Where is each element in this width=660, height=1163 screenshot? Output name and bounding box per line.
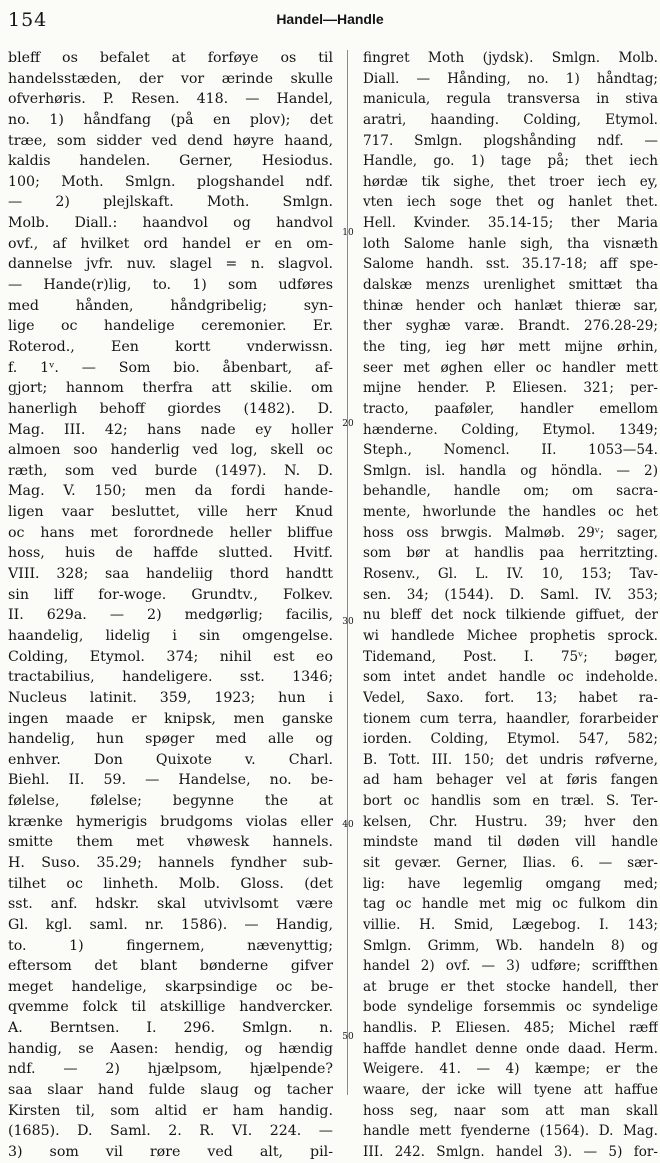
text-line: smitte them met vhøwesk hannels. xyxy=(8,834,333,851)
text-line: Biehl. II. 59. — Handelse, no. be- xyxy=(8,772,333,789)
text-line: dalskæ menzs urenlighet smittæt tha xyxy=(363,277,658,294)
text-line: ther syghæ varæ. Brandt. 276.28-29; xyxy=(363,318,658,335)
text-line: kelsen, Chr. Hustru. 39; hver den xyxy=(363,813,658,830)
text-line: Salome handh. sst. 35.17-18; aff spe- xyxy=(363,256,658,273)
text-line: enhver. Don Quixote v. Charl. xyxy=(8,751,333,768)
text-line: Colding, Etymol. 374; nihil est eo xyxy=(8,648,333,665)
text-line: vten iech soge thet og hanlet thet. xyxy=(363,194,658,211)
text-line: gjort; hannom therfra att skilie. om xyxy=(8,380,333,397)
text-line: sit gevær. Gerner, Ilias. 6. — sær- xyxy=(363,854,658,871)
text-line: hoss seg, naar som att man skall xyxy=(363,1102,658,1119)
text-line: Kirsten til, som altid er ham handig. xyxy=(8,1102,333,1119)
text-line: thinæ hender och hanlæt thieræ sar, xyxy=(363,297,658,314)
page-number: 154 xyxy=(8,9,48,31)
text-line: ligen vaar besluttet, ville herr Knud xyxy=(8,504,333,521)
text-line: hoss, huis de haffde slutted. Hvitf. xyxy=(8,545,333,562)
text-line: qvemme folck til atskillige handvercker. xyxy=(8,999,333,1016)
text-line: saa slaar hand fulde slaug og tacher xyxy=(8,1082,333,1099)
text-line: 3) som vil røre ved alt, pil- xyxy=(8,1143,333,1160)
text-line: hørdæ tik sighe, thet troer iech ey, xyxy=(363,173,658,190)
text-line: II. 629a. — 2) medgørlig; facilis, xyxy=(8,607,333,624)
text-line: tractabilius, handeligere. sst. 1346; xyxy=(8,669,333,686)
text-line: Mag. V. 150; men da fordi hande- xyxy=(8,483,333,500)
text-line: Gl. kgl. saml. nr. 1586). — Handig, xyxy=(8,916,333,933)
text-line: (1685). D. Saml. 2. R. VI. 224. — xyxy=(8,1123,333,1140)
text-line: behandle, handle om; om sacra- xyxy=(363,483,658,500)
text-line: loth Salome hanle sigh, tha visnæth xyxy=(363,235,658,252)
text-line: III. 242. Smlgn. handel 3). — 5) for- xyxy=(363,1143,658,1160)
text-line: villie. H. Smid, Lægebog. I. 143; xyxy=(363,916,658,933)
text-line: mijne hender. P. Eliesen. 321; per- xyxy=(363,380,658,397)
text-line: tionem cum terra, haandler, forarbeider xyxy=(363,710,658,727)
text-line: mindste mand til døden vill handle xyxy=(363,834,658,851)
text-line: ræth, som ved burde (1497). N. D. xyxy=(8,462,333,479)
text-line: seer met øghen eller oc handler mett xyxy=(363,359,658,376)
column-divider xyxy=(347,50,348,1095)
text-line: Handle, go. 1) tage på; thet iech xyxy=(363,153,658,170)
text-line: Rosenv., Gl. L. IV. 10, 153; Tav- xyxy=(363,566,658,583)
text-line: Steph., Nomencl. II. 1053—54. xyxy=(363,442,658,459)
text-line: Tidemand, Post. I. 75ᵛ; bøger, xyxy=(363,648,658,665)
text-line: Smlgn. isl. handla og höndla. — 2) xyxy=(363,462,658,479)
text-line: wi handlede Michee prophetis sprock. xyxy=(363,627,658,644)
text-line: Molb. Diall.: haandvol og handvol xyxy=(8,215,333,232)
text-line: mente, hworlunde the handles oc het xyxy=(363,504,658,521)
text-line: bleff os befalet at forføye os til xyxy=(8,50,333,66)
text-line: 100; Moth. Smlgn. plogshandel ndf. xyxy=(8,173,333,190)
text-line: to. 1) fingernem, nævenyttig; xyxy=(8,937,333,954)
line-number-10: 10 xyxy=(342,228,354,238)
text-line: Vedel, Saxo. fort. 13; habet ra- xyxy=(363,689,658,706)
text-line: kaldis handelen. Gerner, Hesiodus. xyxy=(8,153,333,170)
text-line: handlis. P. Eliesen. 485; Michel ræff xyxy=(363,1020,658,1037)
text-line: hænderne. Colding, Etymol. 1349; xyxy=(363,421,658,438)
text-line: B. Tott. III. 150; det undris røfverne, xyxy=(363,751,658,768)
text-line: ndf. — 2) hjælpsom, hjælpende? xyxy=(8,1061,333,1078)
text-line: sin liff for-woge. Grundtv., Folkev. xyxy=(8,586,333,603)
text-line: krænke hymerigis brudgoms violas eller xyxy=(8,813,333,830)
text-line: handig, se Aasen: hendig, og hændig xyxy=(8,1040,333,1057)
text-line: ad ham behager vel at føris fangen xyxy=(363,772,658,789)
text-line: som bør at handlis paa herritzting. xyxy=(363,545,658,562)
text-line: som intet andet handle oc indeholde. xyxy=(363,669,658,686)
text-line: — Hande(r)lig, to. 1) som udføres xyxy=(8,277,333,294)
text-line: dannelse jvfr. nuv. slagel = n. slagvol. xyxy=(8,256,333,273)
text-line: tilhet oc linheth. Molb. Gloss. (det xyxy=(8,875,333,892)
text-line: f. 1ᵛ. — Som bio. åbenbart, af- xyxy=(8,359,333,376)
text-line: fingret Moth (jydsk). Smlgn. Molb. xyxy=(363,50,658,66)
text-line: bode syndelige forsemmis oc syndelige xyxy=(363,999,658,1016)
text-line: Hell. Kvinder. 35.14-15; ther Maria xyxy=(363,215,658,232)
text-line: tag oc handle met mig oc fulkom din xyxy=(363,896,658,913)
text-line: ovf., af hvilket ord handel er en om- xyxy=(8,235,333,252)
text-line: med hånden, håndgribelig; syn- xyxy=(8,297,333,314)
right-column xyxy=(363,48,658,1163)
text-line: 717. Smlgn. plogshånding ndf. — xyxy=(363,132,658,149)
text-line: lig: have legemlig omgang med; xyxy=(363,875,658,892)
text-line: handelsstæden, der vor ærinde skulle xyxy=(8,70,333,87)
text-line: nu bleff det nock tilkiende giffuet, der xyxy=(363,607,658,624)
text-line: oc hans met forordnede heller bliffue xyxy=(8,524,333,541)
text-line: meget handelige, skarpsindige oc be- xyxy=(8,978,333,995)
text-line: almoen soo handerlig ved log, skell oc xyxy=(8,442,333,459)
text-line: the ting, ieg hør mett mijne ørhin, xyxy=(363,338,658,355)
text-line: hanerligh behoff giordes (1482). D. xyxy=(8,400,333,417)
text-line: træe, som sidder ved dend høyre haand, xyxy=(8,132,333,149)
text-line: aratri, haanding. Colding, Etymol. xyxy=(363,111,658,128)
text-line: VIII. 328; saa handeliig thord handtt xyxy=(8,566,333,583)
text-line: — 2) plejlskaft. Moth. Smlgn. xyxy=(8,194,333,211)
line-number-40: 40 xyxy=(342,820,354,830)
text-line: at bruge er thet stocke handell, ther xyxy=(363,978,658,995)
text-line: ofverhøris. P. Resen. 418. — Handel, xyxy=(8,91,333,108)
text-line: iorden. Colding, Etymol. 547, 582; xyxy=(363,731,658,748)
text-line: waare, der icke will tyene att haffue xyxy=(363,1082,658,1099)
text-line: tracto, paaføler, handler emellom xyxy=(363,400,658,417)
text-line: handel 2) ovf. — 3) udføre; scriffthen xyxy=(363,958,658,975)
text-line: manicula, regula transversa in stiva xyxy=(363,91,658,108)
text-line: ingen maade er knipsk, men ganske xyxy=(8,710,333,727)
line-number-50: 50 xyxy=(342,1032,354,1042)
running-head: Handel—Handle xyxy=(276,11,384,27)
text-line: haffde handlet denne onde daad. Herm. xyxy=(363,1040,658,1057)
page-header xyxy=(0,0,660,40)
text-line: bort oc handlis som en træl. S. Ter- xyxy=(363,793,658,810)
text-line: hoss oss brwgis. Malmøb. 29ᵛ; sager, xyxy=(363,524,658,541)
line-number-30: 30 xyxy=(342,617,354,627)
text-line: lige oc handelige ceremonier. Er. xyxy=(8,318,333,335)
text-line: Diall. — Hånding, no. 1) håndtag; xyxy=(363,70,658,87)
text-line: haandelig, lidelig i sin omgengelse. xyxy=(8,627,333,644)
text-line: Mag. III. 42; hans nade ey holler xyxy=(8,421,333,438)
text-line: Roterod., Een kortt vnderwissn. xyxy=(8,338,333,355)
text-line: sen. 34; (1544). D. Saml. IV. 353; xyxy=(363,586,658,603)
text-line: H. Suso. 35.29; hannels fyndher sub- xyxy=(8,854,333,871)
text-line: eftersom det blant bønderne gifver xyxy=(8,958,333,975)
text-line: handelig, hun spøger med alle og xyxy=(8,731,333,748)
text-line: sst. anf. hdskr. skal utvivlsomt være xyxy=(8,896,333,913)
text-line: handle mett fyenderne (1564). D. Mag. xyxy=(363,1123,658,1140)
text-line: Smlgn. Grimm, Wb. handeln 8) og xyxy=(363,937,658,954)
text-line: A. Berntsen. I. 296. Smlgn. n. xyxy=(8,1020,333,1037)
text-line: no. 1) håndfang (på en plov); det xyxy=(8,111,333,128)
text-line: Nucleus latinit. 359, 1923; hun i xyxy=(8,689,333,706)
left-column xyxy=(8,48,333,1163)
text-line: følelse, følelse; begynne the at xyxy=(8,793,333,810)
line-number-20: 20 xyxy=(342,419,354,429)
text-line: Weigere. 41. — 4) kæmpe; er the xyxy=(363,1061,658,1078)
